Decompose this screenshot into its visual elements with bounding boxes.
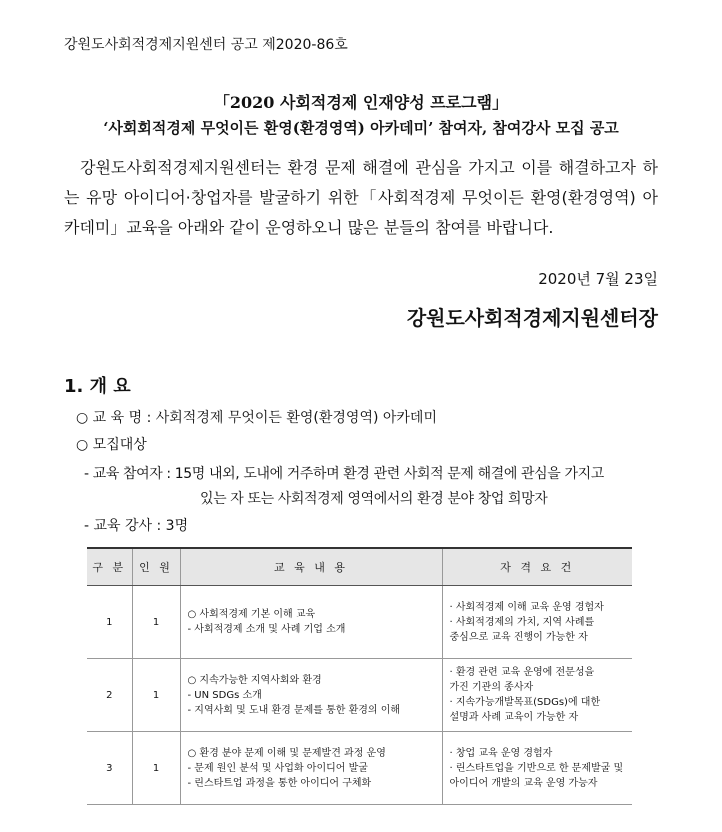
- row-number: 2: [87, 659, 132, 732]
- row-number: 3: [87, 732, 132, 805]
- instructor-table: [87, 547, 632, 805]
- row-content: [180, 659, 442, 732]
- instructors-line: - 교육 강사 : 3명: [84, 518, 189, 534]
- row-number: 1: [87, 586, 132, 659]
- participants-line-1: - 교육 참여자 : 15명 내외, 도내에 거주하며 환경 관련 사회적 문제 해결에 관심을 가지고: [84, 466, 604, 482]
- row-count: 1: [132, 732, 180, 805]
- title-line-1: 「2020 사회적경제 인재양성 프로그램」: [213, 93, 509, 112]
- notice-number: 강원도사회적경제지원센터 공고 제2020-86호: [64, 37, 348, 53]
- row-count: 1: [132, 659, 180, 732]
- title-line-2: ‘사회회적경제 무엇이든 환영(환경영역) 아카데미’ 참여자, 참여강사 모집 공고: [103, 119, 619, 137]
- section-title: 1. 개 요: [64, 376, 131, 397]
- content-line: ○ 지속가능한 지역사회와 환경: [187, 674, 322, 686]
- row-content: [180, 586, 442, 659]
- table-row: [87, 586, 632, 659]
- table-row: [87, 732, 632, 805]
- notice-date: 2020년 7월 23일: [538, 270, 658, 288]
- requirement-line: · 환경 관련 교육 운영에 전문성을: [449, 667, 595, 678]
- header-content: 교 육 내 용: [180, 548, 442, 586]
- row-requirements: [442, 586, 632, 659]
- header-count: 인 원: [132, 548, 180, 586]
- requirement-line: · 사회적경제 이해 교육 운영 경험자: [449, 601, 604, 613]
- program-name: ○ 교 육 명 : 사회적경제 무엇이든 환영(환경영역) 아카데미: [76, 410, 437, 426]
- table-row: [87, 659, 632, 732]
- row-content: [180, 732, 442, 805]
- row-requirements: [442, 732, 632, 805]
- content-line: - UN SDGs 소개: [187, 689, 262, 701]
- requirement-line: 설명과 사례 교육이 가능한 자: [449, 712, 579, 723]
- intro-paragraph: 강원도사회적경제지원센터는 환경 문제 해결에 관심을 가지고 이를 해결하고자 하는 유망 아이디어·창업자를 발굴하기 위한「사회적경제 무엇이든 환영(환경영역) 아카데미」교육을 아래와 같이 운영하오니 많은 분들의 참여를 바랍니다.: [64, 158, 658, 237]
- requirement-line: · 창업 교육 운영 경험자: [449, 747, 553, 759]
- requirement-line: · 린스타트업을 기반으로 한 문제발굴 및: [449, 762, 624, 774]
- header-requirements: 자 격 요 건: [442, 548, 632, 586]
- requirement-line: · 사회적경제의 가치, 지역 사례를: [449, 616, 595, 628]
- content-line: - 린스타트업 과정을 통한 아이디어 구체화: [187, 777, 372, 789]
- table-header-row: [87, 548, 632, 586]
- content-line: ○ 환경 분야 문제 이해 및 문제발견 과정 운영: [187, 747, 386, 759]
- row-count: 1: [132, 586, 180, 659]
- content-line: - 사회적경제 소개 및 사례 기업 소개: [187, 624, 346, 635]
- requirement-line: 가진 기관의 종사자: [449, 682, 534, 693]
- participants-line-2: 있는 자 또는 사회적경제 영역에서의 환경 분야 창업 희망자: [200, 491, 548, 507]
- requirement-line: 중심으로 교육 진행이 가능한 자: [449, 631, 588, 643]
- requirement-line: 아이디어 개발의 교육 운영 가능자: [449, 777, 598, 789]
- row-requirements: [442, 659, 632, 732]
- content-line: ○ 사회적경제 기본 이해 교육: [187, 609, 316, 620]
- content-line: - 문제 원인 분석 및 사업화 아이디어 발굴: [187, 762, 368, 774]
- issuer: 강원도사회적경제지원센터장: [406, 306, 658, 330]
- header-category: 구 분: [87, 548, 132, 586]
- content-line: - 지역사회 및 도내 환경 문제를 통한 환경의 이해: [187, 704, 401, 716]
- recruit-target: ○ 모집대상: [76, 437, 147, 453]
- requirement-line: · 지속가능개발목표(SDGs)에 대한: [449, 697, 601, 708]
